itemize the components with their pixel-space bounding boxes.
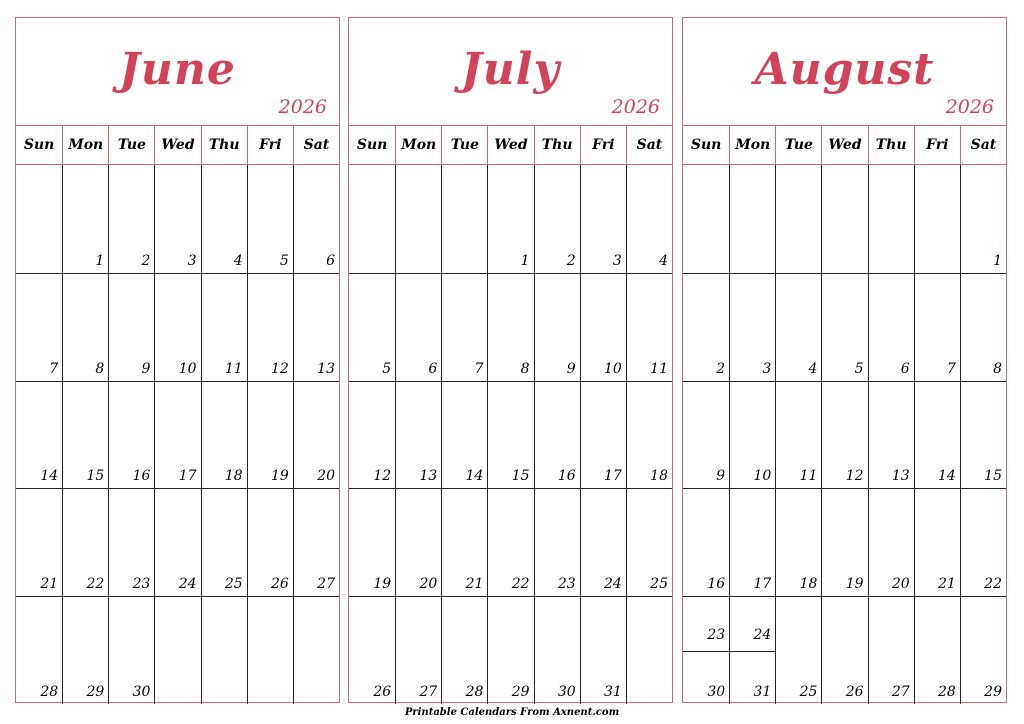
day-cell [201,596,247,704]
day-cell [16,165,62,273]
weekday-label: Thu [534,126,580,164]
day-cell [349,165,395,273]
day-cell [201,165,247,273]
day-number: 8 [95,360,105,377]
day-cell [395,488,441,596]
footer-credit: Printable Calendars From Axnent.com [404,707,620,718]
day-number: 19 [373,576,392,593]
day-number: 17 [604,468,622,485]
day-cell [62,381,108,489]
day-cell [821,381,867,489]
day-cell [960,596,1006,704]
day-cell [62,165,108,273]
day-number: 23 [132,576,151,593]
day-number: 16 [132,468,151,485]
day-number: 16 [557,468,576,485]
day-number: 19 [845,576,864,593]
day-cell [626,381,672,489]
day-cell [441,488,487,596]
day-number: 8 [993,360,1002,377]
day-cell [293,596,339,704]
calendar-july [348,17,673,703]
weekday-label: Sat [960,126,1006,164]
calendar-header [16,18,339,126]
day-number: 6 [428,360,438,377]
day-cell [154,165,200,273]
weekday-label: Sat [626,126,672,164]
day-number: 27 [419,684,438,700]
day-cell [626,488,672,596]
weekday-label: Thu [201,126,247,164]
day-cell [441,273,487,381]
day-number: 6 [326,252,335,269]
day-cell [821,488,867,596]
day-cell [247,488,293,596]
weekday-label: Tue [775,126,821,164]
day-cell [729,596,775,704]
day-cell [247,273,293,381]
day-cell [729,381,775,489]
day-number: 11 [224,360,243,377]
day-number: 9 [141,360,151,377]
day-number: 14 [40,468,59,485]
day-number: 26 [845,684,864,700]
day-number: 20 [419,576,438,593]
day-cell [487,596,533,704]
month-name: July [460,44,561,95]
weekday-label: Mon [729,126,775,164]
day-number: 7 [474,360,484,377]
day-cell [154,488,200,596]
day-number: 17 [178,468,197,485]
month-name: June [119,44,236,95]
day-cell [775,273,821,381]
day-number: 3 [612,252,622,269]
day-number: 11 [799,468,818,485]
calendar-august [682,17,1007,703]
day-cell [487,165,533,273]
day-number: 12 [373,468,392,485]
day-cell [960,165,1006,273]
weekday-label: Wed [487,126,533,164]
day-number: 4 [233,252,243,269]
day-number: 22 [511,576,530,593]
day-grid [683,165,1006,704]
weekday-label: Sun [23,137,55,153]
day-number: 25 [224,576,243,593]
day-number: 26 [373,684,392,700]
day-number: 15 [984,468,1002,485]
day-cell [729,165,775,273]
day-cell [108,596,154,704]
day-cell [16,381,62,489]
day-number: 31 [604,684,622,700]
day-cell [349,273,395,381]
day-number: 3 [762,360,772,377]
day-cell [293,165,339,273]
day-cell [683,165,729,273]
day-cell [914,165,960,273]
day-cell [487,488,533,596]
day-number: 12 [845,468,864,485]
day-cell [108,381,154,489]
day-cell [108,273,154,381]
day-number: 13 [419,468,438,485]
day-number: 19 [271,468,289,485]
day-number: 18 [224,468,243,485]
day-number: 31 [753,684,772,700]
weekday-header-row [16,126,339,165]
weekday-header-row [349,126,672,165]
day-number: 13 [317,360,335,377]
day-cell [441,381,487,489]
day-number: 18 [650,468,668,485]
day-cell [62,488,108,596]
day-number: 6 [900,360,910,377]
day-number: 2 [566,252,576,269]
day-number: 12 [271,360,289,377]
day-number: 21 [465,576,484,593]
day-number: 24 [178,576,197,593]
day-number: 3 [187,252,197,269]
day-cell [821,273,867,381]
day-cell [580,381,626,489]
day-cell [395,381,441,489]
day-cell [487,273,533,381]
split-divider [683,651,729,652]
day-cell [108,488,154,596]
split-divider [730,651,775,652]
day-cell [821,165,867,273]
day-cell [683,381,729,489]
day-cell [868,488,914,596]
day-number: 24 [604,576,622,593]
day-number: 23 [557,576,576,593]
day-cell [16,488,62,596]
day-cell [626,273,672,381]
weekday-label: Tue [441,126,487,164]
day-cell [914,596,960,704]
day-cell [395,165,441,273]
year-label: 2026 [945,96,994,118]
day-number: 20 [317,468,335,485]
day-cell [868,165,914,273]
day-cell [16,596,62,704]
day-number: 24 [753,627,772,644]
month-name: August [754,44,935,95]
calendar-header [349,18,672,126]
day-cell [487,381,533,489]
weekday-label: Sat [293,126,339,164]
day-number: 4 [808,360,818,377]
day-cell [62,273,108,381]
day-cell [247,596,293,704]
day-cell [914,381,960,489]
day-number: 1 [993,252,1002,269]
day-number: 21 [40,576,59,593]
day-number: 4 [659,252,668,269]
day-number: 11 [650,360,668,377]
day-number: 25 [799,684,818,700]
day-number: 13 [891,468,910,485]
day-cell [16,273,62,381]
day-number: 30 [557,684,576,700]
day-number: 1 [95,252,105,269]
day-cell [580,273,626,381]
day-cell [293,273,339,381]
day-cell [868,381,914,489]
day-cell [626,165,672,273]
day-cell [293,381,339,489]
day-number: 2 [141,252,151,269]
day-number: 7 [49,360,59,377]
day-number: 29 [86,684,105,700]
weekday-label: Thu [868,126,914,164]
day-number: 9 [716,468,726,485]
weekday-label: Mon [62,126,108,164]
weekday-label: Fri [580,126,626,164]
day-cell [580,165,626,273]
day-number: 29 [984,684,1002,700]
day-number: 5 [854,360,864,377]
weekday-label: Tue [108,126,154,164]
day-cell [729,488,775,596]
day-number: 22 [984,576,1002,593]
weekday-label: Sun [356,137,388,153]
day-cell [775,165,821,273]
day-number: 26 [271,576,289,593]
day-cell [108,165,154,273]
day-cell [534,381,580,489]
day-cell [154,273,200,381]
day-number: 22 [86,576,105,593]
day-number: 10 [753,468,772,485]
day-cell [247,165,293,273]
day-cell [441,165,487,273]
day-cell [775,488,821,596]
year-label: 2026 [611,96,660,118]
day-cell [775,381,821,489]
day-number: 7 [946,360,956,377]
day-number: 2 [716,360,726,377]
calendar-june [15,17,340,703]
day-cell [960,381,1006,489]
day-number: 28 [40,684,59,700]
day-cell [960,488,1006,596]
day-cell [683,596,729,704]
day-cell [395,596,441,704]
day-cell [729,273,775,381]
day-number: 10 [178,360,197,377]
day-number: 14 [465,468,484,485]
day-number: 17 [753,576,772,593]
day-cell [395,273,441,381]
day-cell [914,488,960,596]
day-cell [868,596,914,704]
day-number: 5 [279,252,289,269]
day-number: 28 [465,684,484,700]
day-cell [201,488,247,596]
day-number: 15 [511,468,530,485]
day-cell [293,488,339,596]
day-number: 20 [891,576,910,593]
day-number: 28 [938,684,956,700]
day-cell [534,165,580,273]
day-number: 21 [938,576,956,593]
day-cell [62,596,108,704]
day-number: 18 [799,576,818,593]
day-number: 27 [891,684,910,700]
day-number: 25 [650,576,668,593]
day-number: 10 [604,360,622,377]
weekday-label: Mon [395,126,441,164]
day-cell [960,273,1006,381]
day-number: 30 [132,684,151,700]
day-cell [154,381,200,489]
day-number: 16 [707,576,726,593]
day-cell [683,488,729,596]
day-number: 30 [707,684,726,700]
day-cell [349,488,395,596]
day-cell [441,596,487,704]
weekday-label: Sun [690,137,722,153]
day-cell [534,596,580,704]
day-number: 29 [511,684,530,700]
day-cell [626,596,672,704]
day-number: 14 [938,468,956,485]
day-number: 23 [707,627,726,644]
day-cell [154,596,200,704]
day-cell [580,488,626,596]
day-cell [580,596,626,704]
weekday-label: Wed [821,126,867,164]
calendar-header [683,18,1006,126]
year-label: 2026 [278,96,327,118]
day-grid [349,165,672,704]
day-cell [247,381,293,489]
weekday-label: Fri [914,126,960,164]
day-cell [683,273,729,381]
day-cell [201,273,247,381]
day-number: 27 [317,576,335,593]
weekday-label: Fri [247,126,293,164]
day-number: 1 [520,252,530,269]
day-number: 5 [382,360,392,377]
day-number: 9 [566,360,576,377]
day-cell [349,596,395,704]
weekday-label: Wed [154,126,200,164]
day-cell [775,596,821,704]
day-cell [914,273,960,381]
day-cell [201,381,247,489]
day-number: 8 [520,360,530,377]
day-cell [868,273,914,381]
day-cell [534,273,580,381]
day-grid [16,165,339,704]
weekday-header-row [683,126,1006,165]
day-cell [534,488,580,596]
day-cell [821,596,867,704]
day-cell [349,381,395,489]
day-number: 15 [86,468,105,485]
